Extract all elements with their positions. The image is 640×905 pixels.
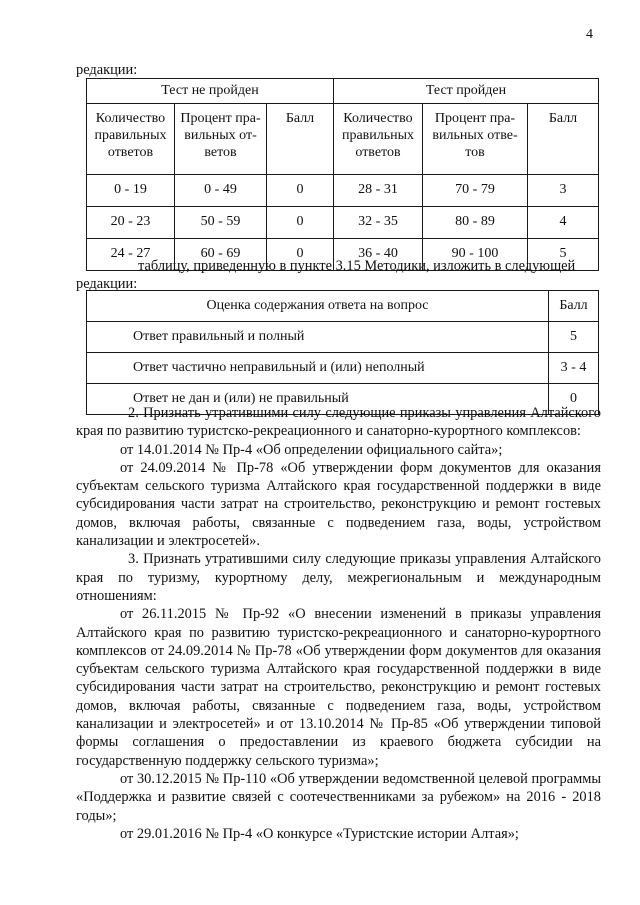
paragraph: от 26.11.2015 № Пр-92 «О внесении изменений в приказы управления Алтайского края по развитию туристско-рекреационного и санаторно-курортного комплексов от 24.09.2014 № Пр-78 «Об утверждении форм документов для оказания субъектам сельского туризма Алтайского края государственной поддержки в виде субсидирования части затрат на строительство, реконструкцию и ремонт гостевых домов, включая работы, связанные с подведением газа, воды, устройством канализации и электросетей» и от 13.10.2014 № Пр-85 «Об утверждении типовой формы соглашения о предоставлении из краевого бюджета субсидии на государственную поддержку сельского туризма»; xyxy=(76,606,601,769)
group-header-failed: Тест не пройден xyxy=(87,79,334,104)
table-cell: 0 xyxy=(267,207,334,239)
table-cell: 50 - 59 xyxy=(175,207,267,239)
column-header: Процент пра- вильных отве- тов xyxy=(423,104,528,175)
table-cell: 0 xyxy=(549,384,599,415)
table-cell: 36 - 40 xyxy=(334,239,423,271)
table-cell: 70 - 79 xyxy=(423,175,528,207)
score-table xyxy=(86,78,599,271)
intro-line: редакции: xyxy=(76,62,138,78)
table-cell: 0 xyxy=(267,175,334,207)
caption-line: редакции: xyxy=(76,276,138,292)
table-cell: 4 xyxy=(528,207,599,239)
column-header: Балл xyxy=(549,291,599,322)
column-header: Процент пра- вильных от- ветов xyxy=(175,104,267,175)
answer-rating-table xyxy=(86,290,599,415)
table-header-row xyxy=(87,291,599,322)
paragraph: от 29.01.2016 № Пр-4 «О конкурсе «Туристские истории Алтая»; xyxy=(120,825,519,842)
table-header-row xyxy=(87,79,599,104)
table-cell: 24 - 27 xyxy=(87,239,175,271)
paragraph: от 24.09.2014 № Пр-78 «Об утверждении форм документов для оказания субъектам сельского туризма Алтайского края государственной поддержки в виде субсидирования части затрат на строительство, реконструкцию и ремонт гостевых домов, включая работы, связанные с подведением газа, воды, устройством канализации и электросетей». xyxy=(76,459,601,550)
column-header: Количество правильных ответов xyxy=(334,104,423,175)
table-cell: 90 - 100 xyxy=(423,239,528,271)
table-cell: 3 - 4 xyxy=(549,353,599,384)
document-body xyxy=(76,404,601,843)
table-subheader-row xyxy=(87,104,599,175)
table-cell: 0 - 19 xyxy=(87,175,175,207)
table-row xyxy=(87,207,599,239)
paragraph: 3. Признать утратившими силу следующие приказы управления Алтайского края по туризму, курортному делу, межрегиональным и международным отношениям: xyxy=(76,551,601,604)
table-cell: 32 - 35 xyxy=(334,207,423,239)
table-cell: 0 - 49 xyxy=(175,175,267,207)
table-cell: 5 xyxy=(549,322,599,353)
table-row xyxy=(87,353,599,384)
table-cell: 5 xyxy=(528,239,599,271)
caption-line: таблицу, приведенную в пункте 3.15 Методики, изложить в следующей xyxy=(138,258,576,274)
table-cell: 3 xyxy=(528,175,599,207)
table-cell: Ответ не дан и (или) не правильный xyxy=(87,384,549,415)
page-number: 4 xyxy=(586,27,593,42)
column-header: Количество правильных ответов xyxy=(87,104,175,175)
column-header: Балл xyxy=(267,104,334,175)
column-header: Оценка содержания ответа на вопрос xyxy=(87,291,549,322)
paragraph: от 14.01.2014 № Пр-4 «Об определении официального сайта»; xyxy=(120,441,503,458)
column-header: Балл xyxy=(528,104,599,175)
table-caption xyxy=(76,257,598,293)
table-cell: 0 xyxy=(267,239,334,271)
table-cell: Ответ правильный и полный xyxy=(87,322,549,353)
table-cell: 20 - 23 xyxy=(87,207,175,239)
paragraph: 2. Признать утратившими силу следующие приказы управления Алтайского края по развитию туристско-рекреационного и санаторно-курортного комплексов: xyxy=(76,405,601,440)
table-row xyxy=(87,322,599,353)
paragraph: от 30.12.2015 № Пр-110 «Об утверждении ведомственной целевой программы «Поддержка и развитие связей с соотечественниками за рубежом» на 2016 - 2018 годы»; xyxy=(76,770,601,824)
table-cell: Ответ частично неправильный и (или) неполный xyxy=(87,353,549,384)
group-header-passed: Тест пройден xyxy=(334,79,599,104)
table-cell: 60 - 69 xyxy=(175,239,267,271)
table-cell: 80 - 89 xyxy=(423,207,528,239)
table-row xyxy=(87,175,599,207)
table-cell: 28 - 31 xyxy=(334,175,423,207)
